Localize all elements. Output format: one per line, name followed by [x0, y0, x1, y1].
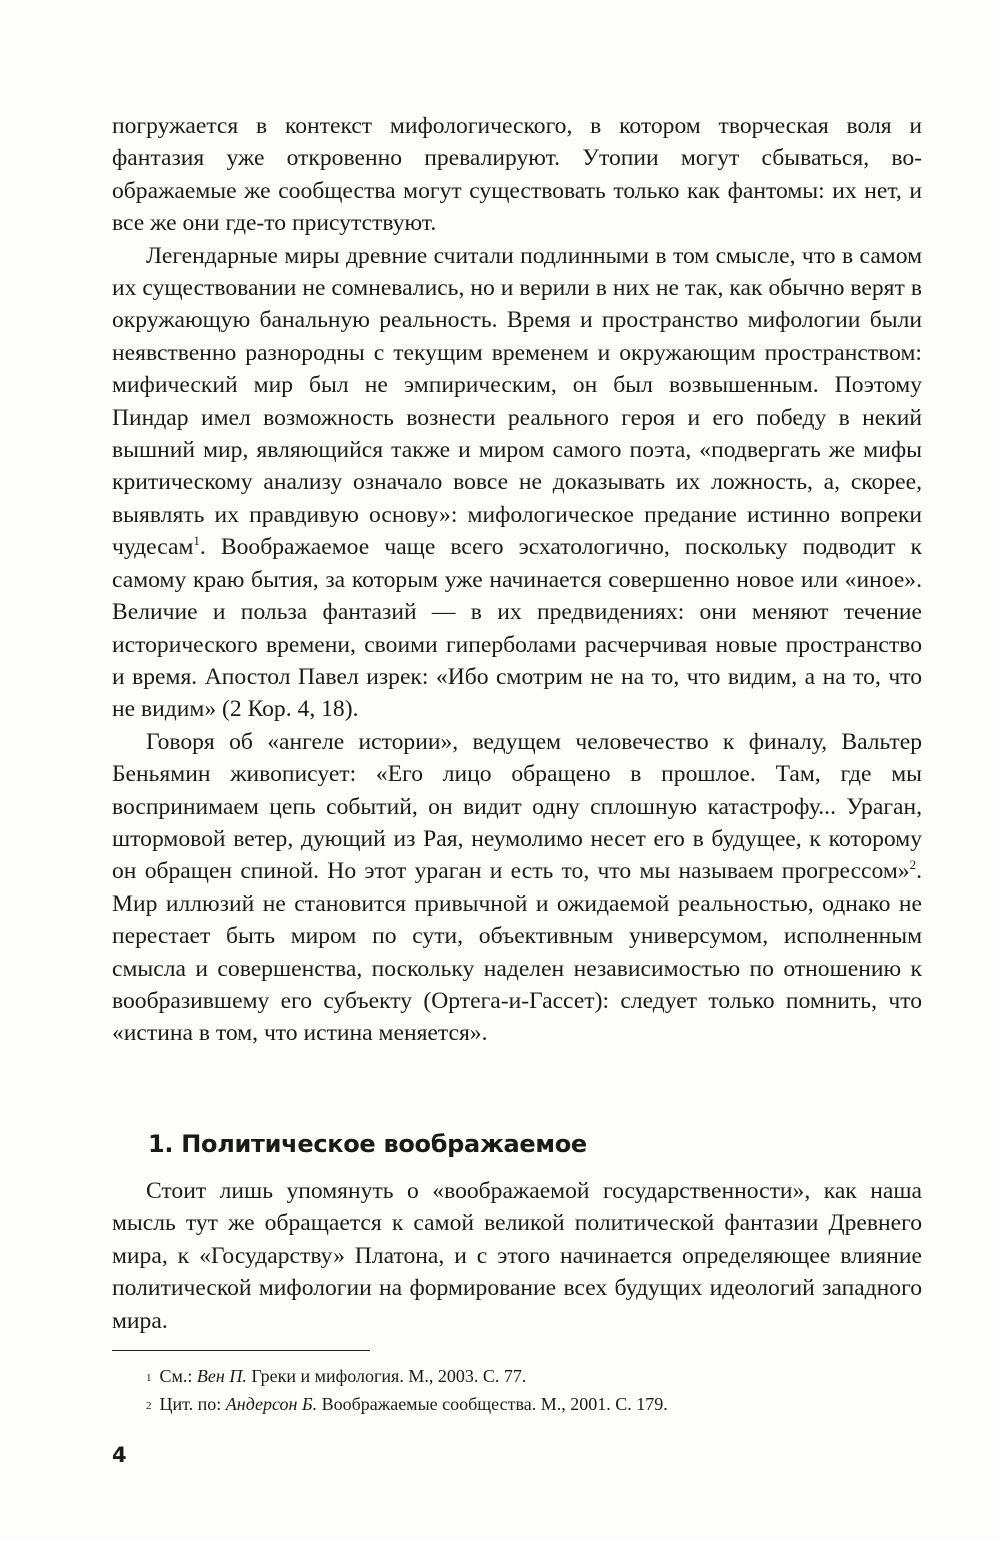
- paragraph-text: Говоря об «ангеле истории», ведущем человечество к финалу, Вальтер Беньямин живописует: «Его лицо обращено в прошлое. Там, где мы воспринимаем цепь событий, он видит одну сплошную катастрофу... Ураган, штормовой ветер, дующий из Рая, неумолимо несет его в будущее, к которому он обращен спиной. Но этот ураган и есть то, что мы называем прогрессом»: [112, 728, 922, 885]
- footnote-divider: [112, 1350, 370, 1351]
- paragraph-text: Легендарные миры древние считали подлинными в том смысле, что в самом их существовании не сомневались, но и верили в них не так, как обычно верят в окружающую банальную реальность. Время и пространство мифологии были неявственно разнородны с текущим временем и окружающим пространством: мифический мир был не эмпирическим, он был возвышенным. Поэтому Пиндар имел возможность вознести реального героя и его победу в некий вышний мир, являющийся также и миром самого поэта, «подвергать же мифы критическому анализу означало вовсе не доказывать их ложность, а, скорее, выявлять их правдивую основу»: мифологическое предание истинно вопреки чудесам: [112, 242, 922, 561]
- paragraph-legendary-worlds: [112, 240, 922, 726]
- footnote-item: [146, 1362, 922, 1390]
- footnote-source: Греки и мифология. М., 2003. С. 77.: [246, 1366, 527, 1386]
- footnote-prefix: См.:: [159, 1366, 197, 1386]
- paragraph-text: . Мир иллюзий не становится привычной и ожидаемой реальностью, однако не перестает быть миром по сути, объективным универсумом, исполненным смысла и совершенства, поскольку наделен независимостью по отношению к вообразившему его субъекту (Ортега-и-Гассет): следует только помнить, что «истина в том, что истина меняется».: [112, 858, 922, 1047]
- footnote-prefix: Цит. по:: [159, 1394, 226, 1414]
- paragraph-text: . Воображаемое чаще всего эсхатологично, поскольку подводит к самому краю бытия, за которым уже начинается совершенно новое или «иное». Величие и польза фантазий — в их предвидениях: они меняют течение исторического времени, своими гиперболами расчерчивая новые пространство и время. Апостол Павел изрек: «Ибо смотрим не на то, что видим, а на то, что не видим» (2 Кор. 4, 18).: [112, 534, 922, 723]
- footnote-source: Воображаемые сообщества. М., 2001. С. 179.: [317, 1394, 668, 1414]
- paragraph-continuation: погружается в контекст мифологического, в котором творческая воля и фантазия уже откровенно превалируют. Утопии могут сбываться, воображаемые же сообщества могут существовать только как фантомы: их нет, и все же они где-то присутствуют.: [112, 113, 922, 237]
- paragraph-political-imaginary: Стоит лишь упомянуть о «воображаемой государственности», как наша мысль тут же обращается к самой великой политической фантазии Древнего мира, к «Государству» Платона, и с этого начинается определяющее влияние политической мифологии на формирование всех будущих идеологий западного мира.: [112, 1178, 922, 1334]
- section-text: [112, 1175, 922, 1337]
- footnote-number: 2: [146, 1400, 152, 1412]
- footnote-author: Андерсон Б.: [225, 1394, 318, 1414]
- footnote-number: 1: [146, 1372, 152, 1384]
- footnote-ref: 2: [909, 857, 917, 873]
- footnote-author: Вен П.: [196, 1366, 247, 1386]
- footnote-item: [146, 1390, 922, 1418]
- paragraph-angel-of-history: [112, 726, 922, 1050]
- main-text: [112, 110, 922, 1050]
- footnotes: [146, 1362, 922, 1418]
- footnote-ref: 1: [193, 533, 200, 549]
- page-number: 4: [112, 1443, 127, 1467]
- section-heading: 1. Политическое воображаемое: [148, 1130, 587, 1158]
